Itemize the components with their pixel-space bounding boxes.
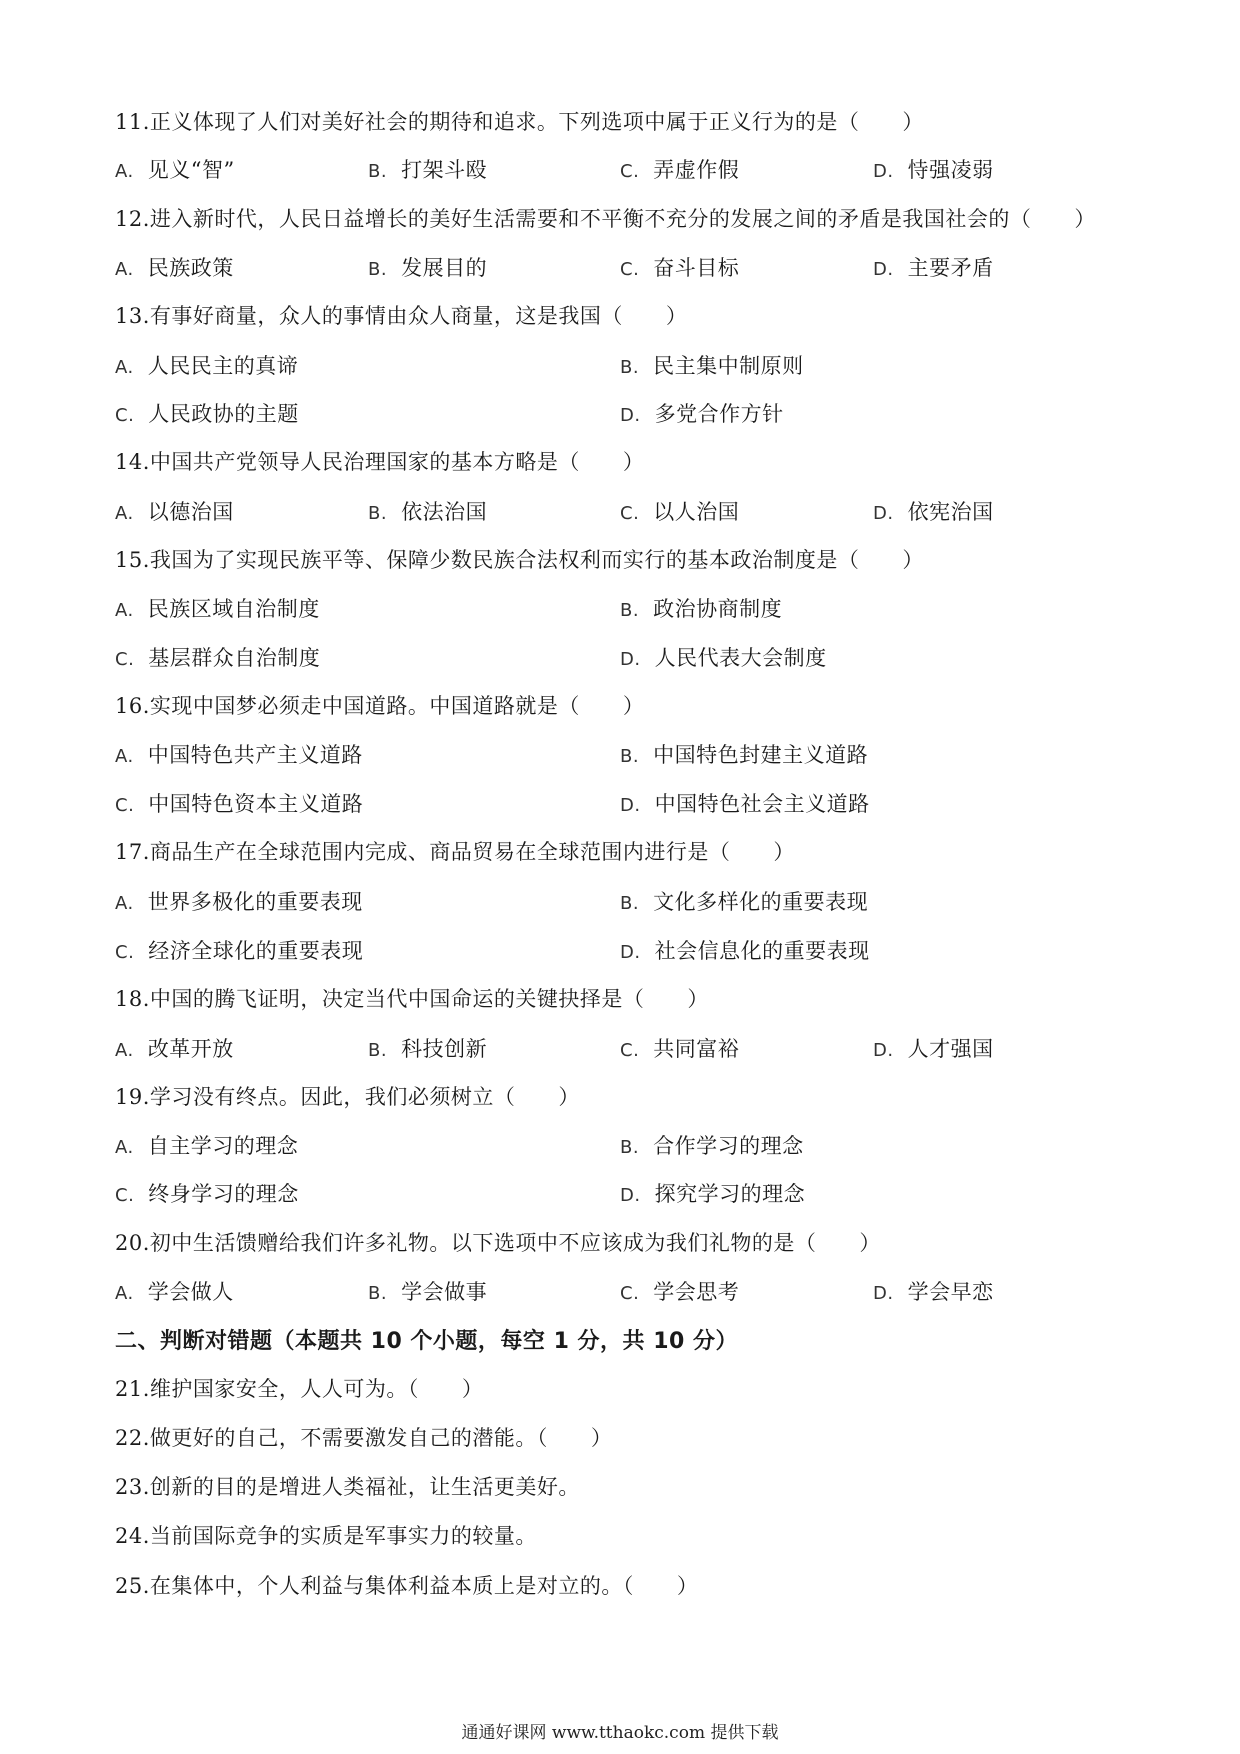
question-stem: 20.初中生活馈赠给我们许多礼物。以下选项中不应该成为我们礼物的是（ ） xyxy=(115,1231,881,1255)
option-letter: D. xyxy=(620,942,641,963)
option-letter: D. xyxy=(620,795,641,816)
option[interactable] xyxy=(368,496,487,526)
option[interactable] xyxy=(115,788,363,818)
judgement-item: 25.在集体中，个人利益与集体利益本质上是对立的。（ ） xyxy=(115,1574,699,1598)
option[interactable] xyxy=(115,593,320,623)
question-stem: 19.学习没有终点。因此，我们必须树立（ ） xyxy=(115,1085,580,1109)
option-letter: B. xyxy=(620,357,640,378)
option-letter: B. xyxy=(368,1040,388,1061)
section-title: 二、判断对错题（本题共 10 个小题，每空 1 分，共 10 分） xyxy=(115,1329,738,1354)
option-text: 学会思考 xyxy=(653,1280,740,1304)
question-stem: 17.商品生产在全球范围内完成、商品贸易在全球范围内进行是（ ） xyxy=(115,840,795,864)
option-text: 人民代表大会制度 xyxy=(654,646,827,670)
option-letter: D. xyxy=(873,161,894,182)
option-letter: B. xyxy=(368,1283,388,1304)
option[interactable] xyxy=(368,252,487,282)
option-text: 终身学习的理念 xyxy=(148,1182,299,1206)
option[interactable] xyxy=(620,886,868,916)
option[interactable] xyxy=(115,886,363,916)
option[interactable] xyxy=(115,1178,299,1208)
option-text: 奋斗目标 xyxy=(653,256,740,280)
option-text: 自主学习的理念 xyxy=(147,1134,299,1158)
option[interactable] xyxy=(873,252,994,282)
option[interactable] xyxy=(368,1033,487,1063)
option-text: 依法治国 xyxy=(401,500,488,524)
judgement-item: 22.做更好的自己，不需要激发自己的潜能。（ ） xyxy=(115,1426,613,1450)
option-letter: D. xyxy=(620,405,641,426)
option-letter: A. xyxy=(115,1283,134,1304)
option-text: 以人治国 xyxy=(653,500,740,524)
option-letter: C. xyxy=(620,503,640,524)
option-letter: C. xyxy=(115,942,135,963)
option-text: 基层群众自治制度 xyxy=(148,646,321,670)
option[interactable] xyxy=(620,496,739,526)
option-letter: B. xyxy=(368,161,388,182)
option-text: 恃强凌弱 xyxy=(907,158,994,182)
option-letter: D. xyxy=(620,649,641,670)
option-letter: B. xyxy=(620,600,640,621)
option-text: 科技创新 xyxy=(401,1037,488,1061)
option-letter: C. xyxy=(620,1283,640,1304)
option-text: 依宪治国 xyxy=(907,500,994,524)
option-letter: A. xyxy=(115,259,134,280)
footer-watermark: 通通好课网 www.tthaokc.com 提供下载 xyxy=(461,1723,779,1743)
option-letter: A. xyxy=(115,1137,134,1158)
option-letter: A. xyxy=(115,1040,134,1061)
judgement-item: 23.创新的目的是增进人类福祉，让生活更美好。 xyxy=(115,1475,580,1499)
question-stem: 13.有事好商量，众人的事情由众人商量，这是我国（ ） xyxy=(115,304,688,328)
option[interactable] xyxy=(115,642,320,672)
option-text: 世界多极化的重要表现 xyxy=(147,890,363,914)
option[interactable] xyxy=(620,935,870,965)
option-letter: B. xyxy=(368,503,388,524)
option[interactable] xyxy=(873,496,994,526)
option-letter: D. xyxy=(620,1185,641,1206)
option-letter: B. xyxy=(620,893,640,914)
option[interactable] xyxy=(873,1033,994,1063)
option-text: 中国特色封建主义道路 xyxy=(653,743,869,767)
option-letter: C. xyxy=(115,795,135,816)
option[interactable] xyxy=(620,1178,805,1208)
option-text: 改革开放 xyxy=(147,1037,234,1061)
option[interactable] xyxy=(368,1276,487,1306)
option-text: 以德治国 xyxy=(147,500,234,524)
option[interactable] xyxy=(620,1033,739,1063)
option-text: 中国特色资本主义道路 xyxy=(148,792,364,816)
question-stem: 14.中国共产党领导人民治理国家的基本方略是（ ） xyxy=(115,450,645,474)
option-text: 经济全球化的重要表现 xyxy=(148,939,364,963)
option-text: 多党合作方针 xyxy=(654,402,784,426)
option-letter: D. xyxy=(873,259,894,280)
option-letter: B. xyxy=(620,1137,640,1158)
option-text: 打架斗殴 xyxy=(401,158,488,182)
question-stem: 15.我国为了实现民族平等、保障少数民族合法权利而实行的基本政治制度是（ ） xyxy=(115,548,924,572)
option[interactable] xyxy=(620,252,739,282)
question-stem: 16.实现中国梦必须走中国道路。中国道路就是（ ） xyxy=(115,694,645,718)
option-letter: A. xyxy=(115,503,134,524)
option-letter: D. xyxy=(873,1283,894,1304)
option-text: 人才强国 xyxy=(907,1037,994,1061)
option[interactable] xyxy=(115,154,235,184)
option-text: 民族区域自治制度 xyxy=(147,597,320,621)
option-text: 民主集中制原则 xyxy=(653,354,804,378)
option-letter: C. xyxy=(620,259,640,280)
option-text: 社会信息化的重要表现 xyxy=(654,939,870,963)
option-text: 人民民主的真谛 xyxy=(147,354,299,378)
option-text: 政治协商制度 xyxy=(653,597,783,621)
option-letter: B. xyxy=(620,746,640,767)
judgement-item: 21.维护国家安全，人人可为。（ ） xyxy=(115,1377,484,1401)
question-stem: 11.正义体现了人们对美好社会的期待和追求。下列选项中属于正义行为的是（ ） xyxy=(115,110,924,134)
option[interactable] xyxy=(115,1130,298,1160)
option[interactable] xyxy=(620,350,804,380)
judgement-item: 24.当前国际竞争的实质是军事实力的较量。 xyxy=(115,1524,537,1548)
option[interactable] xyxy=(620,1130,804,1160)
option-letter: D. xyxy=(873,1040,894,1061)
option-text: 共同富裕 xyxy=(653,1037,740,1061)
option[interactable] xyxy=(115,252,234,282)
option[interactable] xyxy=(620,739,868,769)
option[interactable] xyxy=(115,935,363,965)
option[interactable] xyxy=(620,593,782,623)
option-letter: C. xyxy=(115,649,135,670)
option[interactable] xyxy=(620,788,870,818)
option-letter: A. xyxy=(115,600,134,621)
option-text: 学会做人 xyxy=(147,1280,234,1304)
option[interactable] xyxy=(115,1276,234,1306)
question-stem: 18.中国的腾飞证明，决定当代中国命运的关键抉择是（ ） xyxy=(115,987,709,1011)
option-text: 学会早恋 xyxy=(907,1280,994,1304)
option-text: 发展目的 xyxy=(401,256,488,280)
question-stem: 12.进入新时代，人民日益增长的美好生活需要和不平衡不充分的发展之间的矛盾是我国社会的（ ） xyxy=(115,207,1096,231)
option-text: 中国特色社会主义道路 xyxy=(654,792,870,816)
option[interactable] xyxy=(115,496,234,526)
option-text: 主要矛盾 xyxy=(907,256,994,280)
option[interactable] xyxy=(873,154,994,184)
option[interactable] xyxy=(620,1276,739,1306)
option-text: 人民政协的主题 xyxy=(148,402,299,426)
option[interactable] xyxy=(115,350,298,380)
option-text: 探究学习的理念 xyxy=(654,1182,806,1206)
option[interactable] xyxy=(620,154,739,184)
option[interactable] xyxy=(620,642,827,672)
option-text: 合作学习的理念 xyxy=(653,1134,804,1158)
option-letter: C. xyxy=(620,161,640,182)
option-letter: A. xyxy=(115,746,134,767)
option[interactable] xyxy=(873,1276,994,1306)
option-letter: A. xyxy=(115,893,134,914)
option-text: 见义“智” xyxy=(147,158,235,182)
option-letter: C. xyxy=(620,1040,640,1061)
option-letter: A. xyxy=(115,161,134,182)
option-letter: B. xyxy=(368,259,388,280)
option-letter: C. xyxy=(115,1185,135,1206)
option-text: 弄虚作假 xyxy=(653,158,740,182)
option[interactable] xyxy=(115,1033,234,1063)
option-letter: A. xyxy=(115,357,134,378)
option-letter: C. xyxy=(115,405,135,426)
option-text: 中国特色共产主义道路 xyxy=(147,743,363,767)
option-text: 学会做事 xyxy=(401,1280,488,1304)
option-letter: D. xyxy=(873,503,894,524)
option[interactable] xyxy=(115,398,299,428)
option[interactable] xyxy=(368,154,487,184)
option[interactable] xyxy=(620,398,784,428)
option-text: 文化多样化的重要表现 xyxy=(653,890,869,914)
option-text: 民族政策 xyxy=(147,256,234,280)
option[interactable] xyxy=(115,739,363,769)
